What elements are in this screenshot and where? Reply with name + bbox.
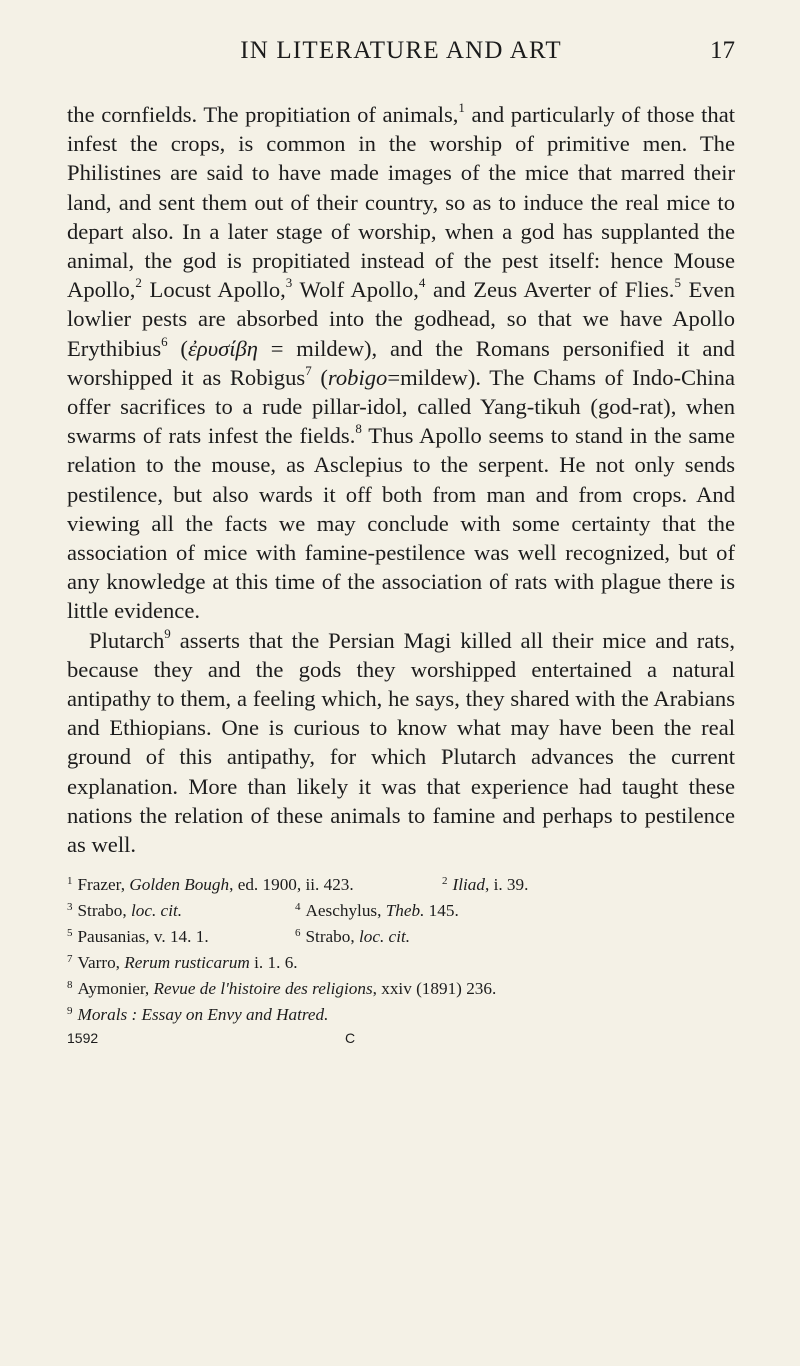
text-run: asserts that the Persian Magi killed all their mice and rats, because they and the gods they worshipped entertained a natural antipathy to them, a feeling which, he says, they shared with the Arabians and Ethiopians. One is curious to know what may have been the real ground of this antipathy, for which Plutarch advances the current explanation. More than likely it was that experience had taught these nations the relation of these animals to famine and perhaps to pestilence as well. bbox=[67, 627, 735, 858]
paragraph-1 bbox=[67, 100, 735, 626]
footnote-row bbox=[67, 948, 735, 974]
text-run: Wolf Apollo, bbox=[292, 277, 419, 303]
text-run: ( bbox=[167, 335, 188, 361]
footnotes bbox=[67, 870, 735, 1049]
footnote-ref: 2 bbox=[135, 275, 142, 291]
footnote-ref: 8 bbox=[355, 421, 362, 437]
text-run: Locust Apollo, bbox=[141, 277, 286, 303]
footnote-8: $^8$ Aymonier, Revue de l'histoire des religions, xxiv (1891) 236. bbox=[67, 979, 497, 999]
footnote-row bbox=[67, 1000, 735, 1026]
text-run: Thus Apollo seems to stand in the same relation to the mouse, as Asclepius to the serpent. He not only sends pestilence, but also wards it off both from man and from crops. And viewing all the facts we may conclude with some certainty that the association of mice with famine-pestilence was well recognized, but of any knowledge at this time of the association of rats with plague there is little evidence. bbox=[67, 423, 735, 624]
book-page bbox=[67, 36, 735, 1049]
text-run: and particularly of those that infest the crops, is common in the worship of primitive men. The Philistines are said to have made images of the mice that marred their land, and sent them out of their country, so as to induce the real mice to depart also. In a later stage of worship, when a god has supplanted the animal, the god is propitiated instead of the pest itself: hence Mouse Apollo, bbox=[67, 102, 735, 303]
footnote-4: $^4$ Aeschylus, Theb. 145. bbox=[295, 901, 459, 921]
footnote-6: $^6$ Strabo, loc. cit. bbox=[295, 927, 411, 947]
footnote-5: $^5$ Pausanias, v. 14. 1. bbox=[67, 927, 209, 947]
text-run: = mildew), and the Romans personified it and worshipped it as Robigus bbox=[67, 335, 735, 390]
footnote-ref: 6 bbox=[161, 333, 168, 349]
footnote-3: $^3$ Strabo, loc. cit. bbox=[67, 901, 183, 921]
latin-word: robigo bbox=[327, 364, 388, 390]
text-run: =mildew). The Chams of Indo-China offer sacrifices to a rude pillar-idol, called Yang-tikuh (god-rat), when swarms of rats infest the fields. bbox=[67, 364, 735, 449]
footnote-9: $^9$ Morals : Essay on Envy and Hatred. bbox=[67, 1005, 329, 1025]
signature-line bbox=[67, 1027, 735, 1049]
footnote-ref: 1 bbox=[458, 100, 465, 115]
signature-letter: C bbox=[345, 1030, 356, 1047]
text-run: Even lowlier pests are absorbed into the godhead, so that we have Apollo Erythibius bbox=[67, 277, 736, 361]
text-run: Plutarch bbox=[89, 627, 165, 653]
footnote-row bbox=[67, 974, 735, 1000]
text-run: ( bbox=[311, 364, 328, 390]
footnote-7: $^7$ Varro, Rerum rusticarum i. 1. 6. bbox=[67, 953, 298, 973]
text-run: and Zeus Averter of Flies. bbox=[425, 277, 675, 303]
footnote-ref: 5 bbox=[674, 275, 681, 291]
paragraph-2 bbox=[67, 626, 735, 860]
greek-word: ἐρυσίβη bbox=[187, 335, 258, 361]
body-text bbox=[67, 100, 735, 859]
running-head bbox=[67, 36, 735, 78]
footnote-ref: 4 bbox=[418, 275, 426, 291]
footnote-row bbox=[67, 922, 735, 948]
text-run: the cornfields. The propitiation of animals, bbox=[67, 102, 459, 127]
footnote-row bbox=[67, 870, 735, 896]
footnote-1: $^1$ Frazer, Golden Bough, ed. 1900, ii. 423. bbox=[67, 875, 354, 895]
page-number: 17 bbox=[710, 37, 735, 64]
footnote-ref: 3 bbox=[285, 275, 293, 291]
footnote-row bbox=[67, 896, 735, 922]
footnote-ref: 7 bbox=[305, 362, 312, 378]
footnote-2: $^2$ Iliad, i. 39. bbox=[442, 875, 529, 895]
signature-number: 1592 bbox=[67, 1030, 99, 1047]
footnote-ref: 9 bbox=[164, 625, 171, 641]
running-title: IN LITERATURE AND ART bbox=[240, 37, 562, 64]
